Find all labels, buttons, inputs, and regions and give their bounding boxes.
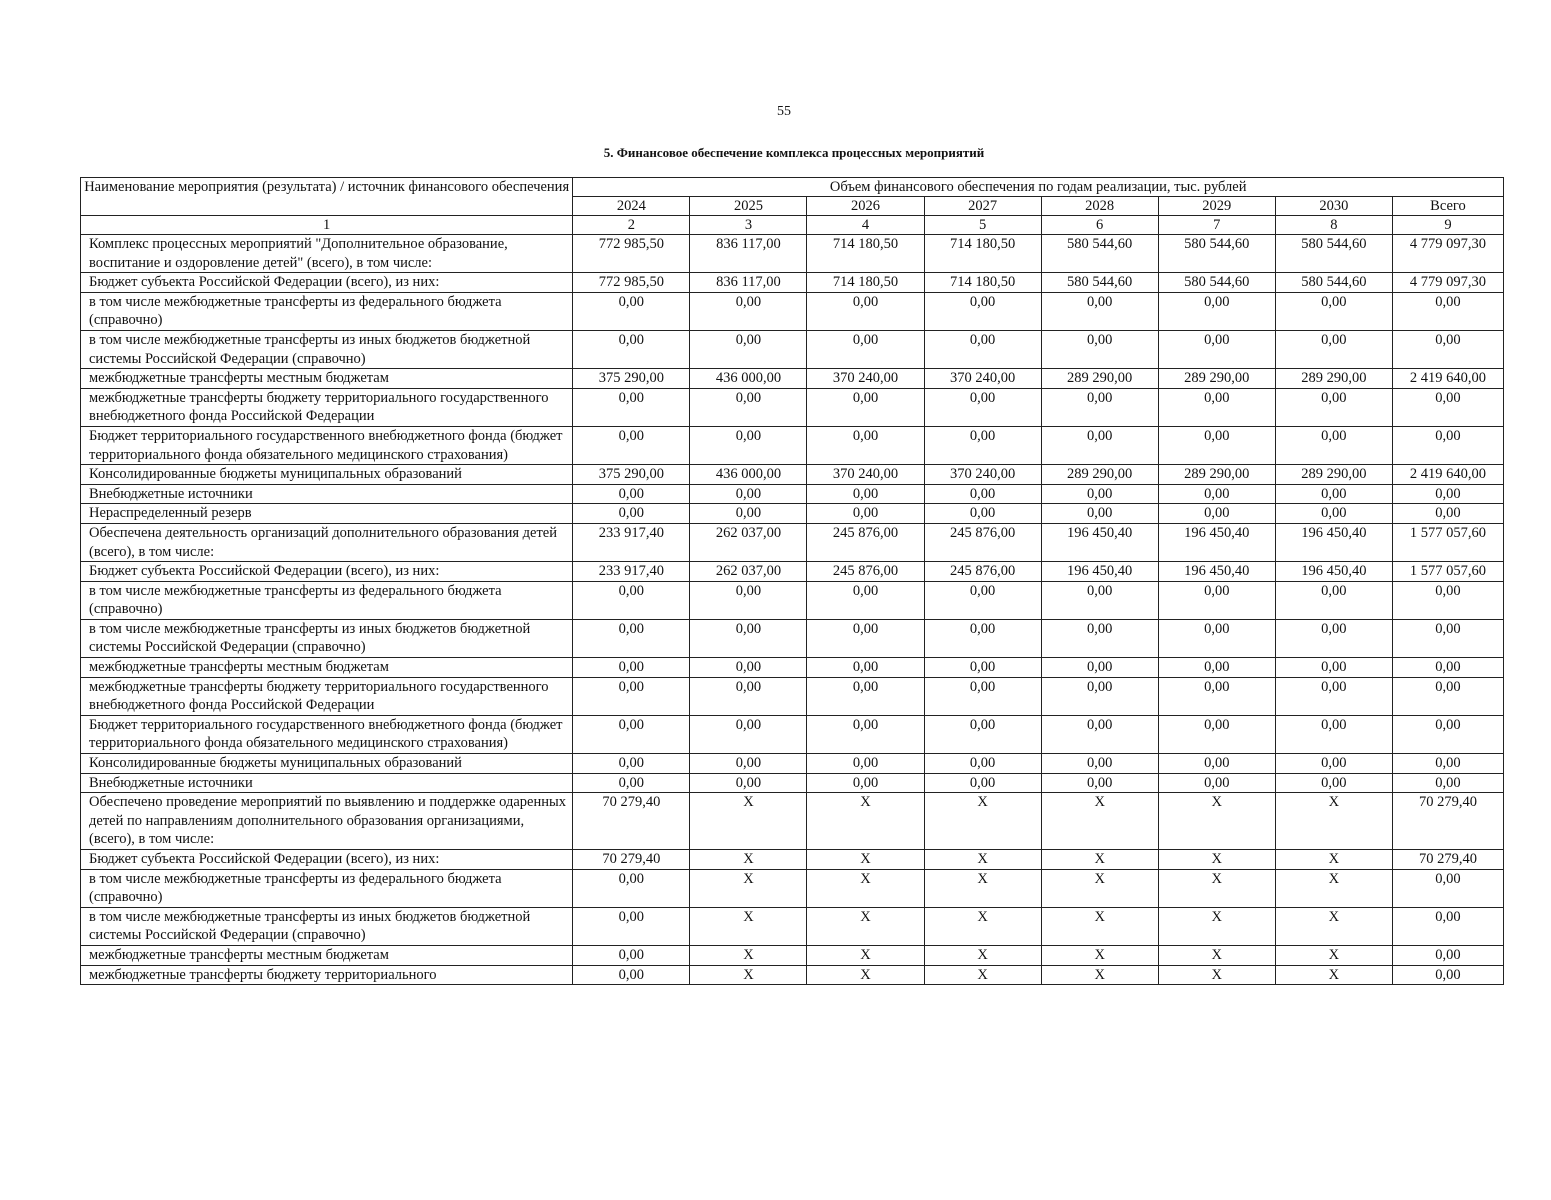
- row-total-value: 0,00: [1392, 715, 1503, 753]
- row-year-value: 0,00: [573, 504, 690, 524]
- row-year-value: 0,00: [1041, 426, 1158, 464]
- row-name: межбюджетные трансферты местным бюджетам: [81, 945, 573, 965]
- row-year-value: 0,00: [1275, 619, 1392, 657]
- row-year-value: 289 290,00: [1158, 465, 1275, 485]
- row-name: Консолидированные бюджеты муниципальных образований: [81, 465, 573, 485]
- row-name: в том числе межбюджетные трансферты из федерального бюджета (справочно): [81, 292, 573, 330]
- row-year-value: 0,00: [573, 965, 690, 985]
- row-year-value: 0,00: [690, 504, 807, 524]
- row-name: межбюджетные трансферты бюджету территориального государственного внебюджетного фонда Российской Федерации: [81, 388, 573, 426]
- row-year-value: X: [1041, 965, 1158, 985]
- row-year-value: X: [1041, 793, 1158, 850]
- row-year-value: 370 240,00: [807, 465, 924, 485]
- row-year-value: 0,00: [573, 426, 690, 464]
- header-total: Всего: [1392, 197, 1503, 216]
- row-year-value: 0,00: [807, 504, 924, 524]
- row-year-value: 196 450,40: [1158, 562, 1275, 582]
- row-year-value: 714 180,50: [807, 235, 924, 273]
- row-year-value: 0,00: [1041, 677, 1158, 715]
- row-year-value: X: [1041, 907, 1158, 945]
- row-year-value: 0,00: [1041, 619, 1158, 657]
- row-year-value: 0,00: [924, 677, 1041, 715]
- row-total-value: 2 419 640,00: [1392, 465, 1503, 485]
- row-year-value: X: [1041, 850, 1158, 870]
- row-year-value: 0,00: [807, 292, 924, 330]
- row-year-value: 0,00: [1275, 504, 1392, 524]
- column-number: 7: [1158, 216, 1275, 235]
- row-year-value: 245 876,00: [924, 523, 1041, 561]
- row-year-value: 233 917,40: [573, 523, 690, 561]
- row-name: в том числе межбюджетные трансферты из федерального бюджета (справочно): [81, 581, 573, 619]
- row-year-value: 245 876,00: [807, 562, 924, 582]
- row-year-value: 0,00: [1275, 292, 1392, 330]
- row-year-value: 0,00: [807, 773, 924, 793]
- row-year-value: X: [924, 965, 1041, 985]
- row-year-value: 0,00: [573, 907, 690, 945]
- row-year-value: 714 180,50: [807, 273, 924, 293]
- row-year-value: 0,00: [924, 292, 1041, 330]
- row-name: Обеспечено проведение мероприятий по выявлению и поддержке одаренных детей по направлениям дополнительного образования организациями, (всего), в том числе:: [81, 793, 573, 850]
- row-year-value: 714 180,50: [924, 235, 1041, 273]
- row-name: межбюджетные трансферты бюджету территориального: [81, 965, 573, 985]
- row-year-value: 0,00: [573, 773, 690, 793]
- row-year-value: 0,00: [924, 581, 1041, 619]
- row-year-value: 0,00: [690, 484, 807, 504]
- row-year-value: X: [1041, 869, 1158, 907]
- row-year-value: X: [924, 907, 1041, 945]
- row-year-value: 580 544,60: [1158, 235, 1275, 273]
- row-year-value: 0,00: [690, 388, 807, 426]
- table-row: [81, 945, 1504, 965]
- header-year: 2028: [1041, 197, 1158, 216]
- row-year-value: 0,00: [690, 581, 807, 619]
- header-year: 2027: [924, 197, 1041, 216]
- page-number: 55: [777, 104, 791, 119]
- row-year-value: 0,00: [573, 677, 690, 715]
- row-year-value: 0,00: [1041, 388, 1158, 426]
- row-year-value: X: [807, 907, 924, 945]
- row-year-value: 836 117,00: [690, 273, 807, 293]
- row-year-value: 580 544,60: [1041, 235, 1158, 273]
- row-year-value: 0,00: [1041, 754, 1158, 774]
- row-year-value: X: [924, 869, 1041, 907]
- row-year-value: 0,00: [1275, 773, 1392, 793]
- header-name-column: Наименование мероприятия (результата) / источник финансового обеспечения: [81, 178, 573, 216]
- row-total-value: 70 279,40: [1392, 793, 1503, 850]
- table-row: [81, 273, 1504, 293]
- row-year-value: 0,00: [573, 619, 690, 657]
- row-year-value: 0,00: [1158, 773, 1275, 793]
- table-row: [81, 523, 1504, 561]
- table-row: [81, 581, 1504, 619]
- table-row: [81, 850, 1504, 870]
- row-year-value: 0,00: [573, 292, 690, 330]
- row-year-value: X: [807, 965, 924, 985]
- row-year-value: 289 290,00: [1158, 369, 1275, 389]
- section-title: 5. Финансовое обеспечение комплекса процессных мероприятий: [603, 145, 985, 160]
- row-year-value: 0,00: [807, 426, 924, 464]
- row-year-value: 772 985,50: [573, 273, 690, 293]
- row-year-value: 580 544,60: [1275, 273, 1392, 293]
- row-year-value: 0,00: [1275, 677, 1392, 715]
- row-year-value: 0,00: [1275, 484, 1392, 504]
- row-year-value: 0,00: [1158, 658, 1275, 678]
- row-year-value: 0,00: [573, 330, 690, 368]
- row-year-value: 196 450,40: [1158, 523, 1275, 561]
- row-year-value: X: [1041, 945, 1158, 965]
- row-name: межбюджетные трансферты местным бюджетам: [81, 369, 573, 389]
- row-year-value: 0,00: [1158, 677, 1275, 715]
- row-year-value: 580 544,60: [1041, 273, 1158, 293]
- table-header: [81, 178, 1504, 235]
- row-year-value: 0,00: [1041, 773, 1158, 793]
- row-year-value: 0,00: [1275, 658, 1392, 678]
- row-year-value: 0,00: [690, 754, 807, 774]
- row-year-value: X: [924, 793, 1041, 850]
- row-year-value: 70 279,40: [573, 850, 690, 870]
- table-row: [81, 907, 1504, 945]
- row-year-value: 0,00: [1041, 658, 1158, 678]
- row-year-value: 370 240,00: [924, 369, 1041, 389]
- row-year-value: 0,00: [807, 754, 924, 774]
- row-year-value: 0,00: [573, 754, 690, 774]
- row-year-value: 0,00: [807, 581, 924, 619]
- row-year-value: 0,00: [573, 388, 690, 426]
- header-year: 2025: [690, 197, 807, 216]
- row-year-value: 375 290,00: [573, 465, 690, 485]
- row-year-value: X: [807, 869, 924, 907]
- row-year-value: 196 450,40: [1041, 523, 1158, 561]
- row-total-value: 70 279,40: [1392, 850, 1503, 870]
- row-year-value: 0,00: [1158, 426, 1275, 464]
- row-year-value: 0,00: [1041, 330, 1158, 368]
- row-name: Бюджет субъекта Российской Федерации (всего), из них:: [81, 273, 573, 293]
- row-year-value: 245 876,00: [807, 523, 924, 561]
- table-row: [81, 504, 1504, 524]
- row-total-value: 0,00: [1392, 619, 1503, 657]
- row-year-value: 0,00: [1158, 715, 1275, 753]
- row-year-value: 0,00: [690, 677, 807, 715]
- row-year-value: 580 544,60: [1275, 235, 1392, 273]
- header-year: 2024: [573, 197, 690, 216]
- row-year-value: 196 450,40: [1041, 562, 1158, 582]
- financing-table: [80, 177, 1504, 985]
- row-name: Бюджет территориального государственного внебюджетного фонда (бюджет территориального фонда обязательного медицинского страхования): [81, 715, 573, 753]
- table-row: [81, 426, 1504, 464]
- row-year-value: 436 000,00: [690, 465, 807, 485]
- header-volume-column: Объем финансового обеспечения по годам реализации, тыс. рублей: [573, 178, 1504, 197]
- table-row: [81, 465, 1504, 485]
- row-name: в том числе межбюджетные трансферты из иных бюджетов бюджетной системы Российской Федерации (справочно): [81, 619, 573, 657]
- row-year-value: 0,00: [924, 715, 1041, 753]
- row-year-value: 0,00: [1041, 504, 1158, 524]
- column-number: 3: [690, 216, 807, 235]
- row-year-value: 370 240,00: [807, 369, 924, 389]
- row-year-value: 289 290,00: [1041, 369, 1158, 389]
- row-year-value: 370 240,00: [924, 465, 1041, 485]
- table-body: [81, 235, 1504, 985]
- row-year-value: 262 037,00: [690, 562, 807, 582]
- row-year-value: 0,00: [573, 581, 690, 619]
- header-year: 2026: [807, 197, 924, 216]
- row-year-value: X: [690, 965, 807, 985]
- row-year-value: 233 917,40: [573, 562, 690, 582]
- row-total-value: 0,00: [1392, 965, 1503, 985]
- row-total-value: 0,00: [1392, 869, 1503, 907]
- row-total-value: 0,00: [1392, 677, 1503, 715]
- row-total-value: 0,00: [1392, 581, 1503, 619]
- row-year-value: 0,00: [807, 658, 924, 678]
- row-year-value: 714 180,50: [924, 273, 1041, 293]
- row-name: Бюджет субъекта Российской Федерации (всего), из них:: [81, 850, 573, 870]
- row-year-value: 0,00: [1158, 330, 1275, 368]
- row-year-value: X: [1158, 945, 1275, 965]
- table-row: [81, 773, 1504, 793]
- row-year-value: 375 290,00: [573, 369, 690, 389]
- row-year-value: 0,00: [807, 619, 924, 657]
- column-number: 5: [924, 216, 1041, 235]
- header-year: 2029: [1158, 197, 1275, 216]
- row-name: Обеспечена деятельность организаций дополнительного образования детей (всего), в том числе:: [81, 523, 573, 561]
- column-number: 6: [1041, 216, 1158, 235]
- row-year-value: 0,00: [573, 658, 690, 678]
- row-year-value: 0,00: [924, 426, 1041, 464]
- table-row: [81, 369, 1504, 389]
- row-total-value: 4 779 097,30: [1392, 273, 1503, 293]
- row-name: межбюджетные трансферты местным бюджетам: [81, 658, 573, 678]
- row-name: Бюджет территориального государственного внебюджетного фонда (бюджет территориального фонда обязательного медицинского страхования): [81, 426, 573, 464]
- column-number: 2: [573, 216, 690, 235]
- row-year-value: 0,00: [924, 658, 1041, 678]
- row-name: в том числе межбюджетные трансферты из федерального бюджета (справочно): [81, 869, 573, 907]
- row-year-value: 0,00: [1041, 484, 1158, 504]
- row-year-value: X: [924, 850, 1041, 870]
- row-year-value: X: [1158, 850, 1275, 870]
- row-total-value: 0,00: [1392, 292, 1503, 330]
- row-total-value: 1 577 057,60: [1392, 523, 1503, 561]
- row-total-value: 2 419 640,00: [1392, 369, 1503, 389]
- row-year-value: 0,00: [807, 388, 924, 426]
- row-year-value: 0,00: [690, 292, 807, 330]
- row-year-value: 0,00: [1275, 754, 1392, 774]
- table-row: [81, 562, 1504, 582]
- row-name: в том числе межбюджетные трансферты из иных бюджетов бюджетной системы Российской Федерации (справочно): [81, 907, 573, 945]
- row-year-value: X: [1158, 793, 1275, 850]
- row-year-value: X: [924, 945, 1041, 965]
- row-name: Внебюджетные источники: [81, 773, 573, 793]
- row-year-value: X: [1275, 793, 1392, 850]
- row-name: Консолидированные бюджеты муниципальных образований: [81, 754, 573, 774]
- row-year-value: X: [690, 907, 807, 945]
- row-year-value: 0,00: [924, 330, 1041, 368]
- table-row: [81, 484, 1504, 504]
- row-name: Бюджет субъекта Российской Федерации (всего), из них:: [81, 562, 573, 582]
- row-year-value: X: [1275, 965, 1392, 985]
- row-year-value: 0,00: [807, 330, 924, 368]
- row-year-value: X: [1275, 945, 1392, 965]
- row-year-value: 0,00: [1158, 388, 1275, 426]
- table-row: [81, 292, 1504, 330]
- row-year-value: 580 544,60: [1158, 273, 1275, 293]
- row-year-value: 0,00: [924, 504, 1041, 524]
- row-total-value: 0,00: [1392, 754, 1503, 774]
- row-year-value: 0,00: [1275, 581, 1392, 619]
- row-year-value: X: [807, 945, 924, 965]
- row-total-value: 0,00: [1392, 907, 1503, 945]
- row-year-value: 436 000,00: [690, 369, 807, 389]
- row-year-value: 0,00: [1158, 292, 1275, 330]
- row-year-value: 0,00: [690, 330, 807, 368]
- row-year-value: 0,00: [1041, 581, 1158, 619]
- table-row: [81, 793, 1504, 850]
- row-year-value: 70 279,40: [573, 793, 690, 850]
- row-year-value: 289 290,00: [1275, 369, 1392, 389]
- row-year-value: 0,00: [573, 484, 690, 504]
- row-year-value: 772 985,50: [573, 235, 690, 273]
- row-year-value: 0,00: [690, 773, 807, 793]
- column-number: 1: [81, 216, 573, 235]
- row-year-value: X: [807, 850, 924, 870]
- row-year-value: 0,00: [1275, 715, 1392, 753]
- row-year-value: 0,00: [1275, 330, 1392, 368]
- row-year-value: X: [690, 869, 807, 907]
- table-row: [81, 869, 1504, 907]
- row-year-value: 0,00: [1158, 619, 1275, 657]
- row-year-value: 196 450,40: [1275, 523, 1392, 561]
- row-year-value: 0,00: [690, 658, 807, 678]
- row-year-value: 0,00: [924, 388, 1041, 426]
- row-total-value: 0,00: [1392, 658, 1503, 678]
- column-number: 4: [807, 216, 924, 235]
- row-year-value: X: [1158, 907, 1275, 945]
- row-year-value: 0,00: [924, 773, 1041, 793]
- row-name: межбюджетные трансферты бюджету территориального государственного внебюджетного фонда Российской Федерации: [81, 677, 573, 715]
- table-row: [81, 677, 1504, 715]
- row-total-value: 0,00: [1392, 330, 1503, 368]
- row-year-value: 196 450,40: [1275, 562, 1392, 582]
- row-year-value: 0,00: [1158, 754, 1275, 774]
- row-year-value: 0,00: [690, 426, 807, 464]
- row-year-value: 0,00: [1275, 426, 1392, 464]
- row-year-value: 0,00: [573, 945, 690, 965]
- row-name: Нераспределенный резерв: [81, 504, 573, 524]
- table-row: [81, 330, 1504, 368]
- column-number: 9: [1392, 216, 1503, 235]
- row-year-value: X: [1275, 869, 1392, 907]
- row-year-value: 0,00: [1275, 388, 1392, 426]
- row-year-value: 0,00: [924, 484, 1041, 504]
- row-year-value: X: [1158, 965, 1275, 985]
- table-row: [81, 388, 1504, 426]
- row-year-value: 0,00: [1158, 484, 1275, 504]
- header-year: 2030: [1275, 197, 1392, 216]
- row-name: Комплекс процессных мероприятий "Дополнительное образование, воспитание и оздоровление детей" (всего), в том числе:: [81, 235, 573, 273]
- row-total-value: 0,00: [1392, 945, 1503, 965]
- row-total-value: 0,00: [1392, 773, 1503, 793]
- row-year-value: 0,00: [1158, 581, 1275, 619]
- row-year-value: 0,00: [573, 715, 690, 753]
- row-year-value: 289 290,00: [1275, 465, 1392, 485]
- row-year-value: 0,00: [807, 677, 924, 715]
- row-total-value: 0,00: [1392, 426, 1503, 464]
- row-total-value: 0,00: [1392, 388, 1503, 426]
- row-name: в том числе межбюджетные трансферты из иных бюджетов бюджетной системы Российской Федерации (справочно): [81, 330, 573, 368]
- row-year-value: X: [690, 945, 807, 965]
- column-number: 8: [1275, 216, 1392, 235]
- row-year-value: X: [690, 793, 807, 850]
- row-year-value: 0,00: [807, 715, 924, 753]
- row-year-value: 836 117,00: [690, 235, 807, 273]
- table-row: [81, 965, 1504, 985]
- row-year-value: 0,00: [1041, 715, 1158, 753]
- row-year-value: X: [807, 793, 924, 850]
- row-year-value: X: [1275, 907, 1392, 945]
- row-year-value: 289 290,00: [1041, 465, 1158, 485]
- table-row: [81, 754, 1504, 774]
- row-total-value: 0,00: [1392, 484, 1503, 504]
- row-year-value: 0,00: [1158, 504, 1275, 524]
- row-year-value: 0,00: [1041, 292, 1158, 330]
- row-name: Внебюджетные источники: [81, 484, 573, 504]
- row-year-value: 0,00: [573, 869, 690, 907]
- row-year-value: 0,00: [924, 754, 1041, 774]
- table-row: [81, 235, 1504, 273]
- row-year-value: X: [1275, 850, 1392, 870]
- table-row: [81, 658, 1504, 678]
- row-year-value: X: [1158, 869, 1275, 907]
- row-total-value: 4 779 097,30: [1392, 235, 1503, 273]
- row-year-value: 0,00: [924, 619, 1041, 657]
- row-year-value: 262 037,00: [690, 523, 807, 561]
- row-year-value: X: [690, 850, 807, 870]
- row-total-value: 0,00: [1392, 504, 1503, 524]
- row-year-value: 0,00: [690, 715, 807, 753]
- table-row: [81, 715, 1504, 753]
- row-year-value: 0,00: [807, 484, 924, 504]
- table-row: [81, 619, 1504, 657]
- row-year-value: 245 876,00: [924, 562, 1041, 582]
- row-year-value: 0,00: [690, 619, 807, 657]
- row-total-value: 1 577 057,60: [1392, 562, 1503, 582]
